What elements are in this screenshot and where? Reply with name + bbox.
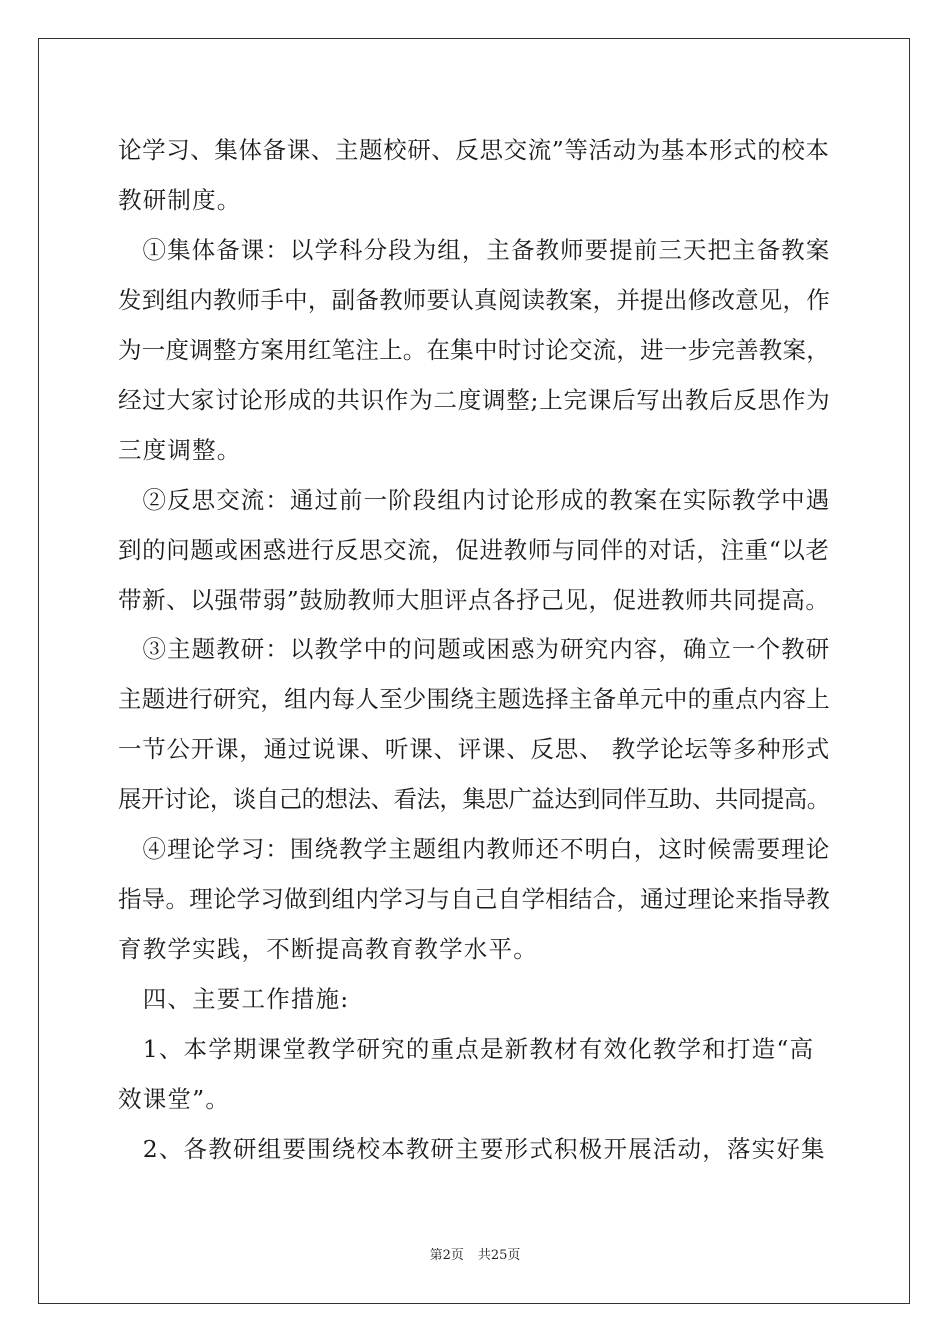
text-line: 1、本学期课堂教学研究的重点是新教材有效化教学和打造“高 [118,1035,815,1063]
text-line: 论学习、集体备课、主题校研、反思交流”等活动为基本形式的校本 [118,136,830,164]
text-line: 为一度调整方案用红笔注上。在集中时讨论交流，进一步完善教案， [118,336,830,364]
page-total: 共25页 [477,1248,521,1263]
text-line: 带新、以强带弱”鼓励教师大胆评点各抒己见，促进教师共同提高。 [118,586,830,614]
text-line: 经过大家讨论形成的共识作为二度调整;上完课后写出教后反思作为 [118,386,831,414]
text-line: 四、主要工作措施: [118,985,350,1013]
text-line: 育教学实践，不断提高教育教学水平。 [118,935,538,963]
page-footer [0,1248,950,1264]
text-line: 到的问题或困惑进行反思交流，促进教师与同伴的对话，注重“以老 [118,536,830,564]
text-line: ④理论学习：围绕教学主题组内教师还不明白，这时候需要理论 [118,835,831,863]
text-line: 一节公开课，通过说课、听课、评课、反思、 教学论坛等多种形式 [118,735,830,763]
text-line: 三度调整。 [118,436,242,464]
text-line: 指导。理论学习做到组内学习与自己自学相结合，通过理论来指导教 [118,885,830,913]
text-line: 2、各教研组要围绕校本教研主要形式积极开展活动，落实好集 [118,1135,826,1163]
text-line: 发到组内教师手中，副备教师要认真阅读教案，并提出修改意见，作 [118,286,830,314]
page-number: 第2页 [429,1248,464,1263]
text-line: 主题进行研究，组内每人至少围绕主题选择主备单元中的重点内容上 [118,685,830,713]
text-line: 效课堂”。 [118,1085,231,1113]
text-line: ③主题教研：以教学中的问题或困惑为研究内容，确立一个教研 [118,635,831,663]
text-line: ②反思交流：通过前一阶段组内讨论形成的教案在实际教学中遇 [118,486,831,514]
page-border [38,38,910,1304]
text-line: ①集体备课：以学科分段为组，主备教师要提前三天把主备教案 [118,236,831,264]
text-line: 教研制度。 [118,186,242,214]
text-line: 展开讨论，谈自己的想法、看法，集思广益达到同伴互助、共同提高。 [118,785,830,813]
